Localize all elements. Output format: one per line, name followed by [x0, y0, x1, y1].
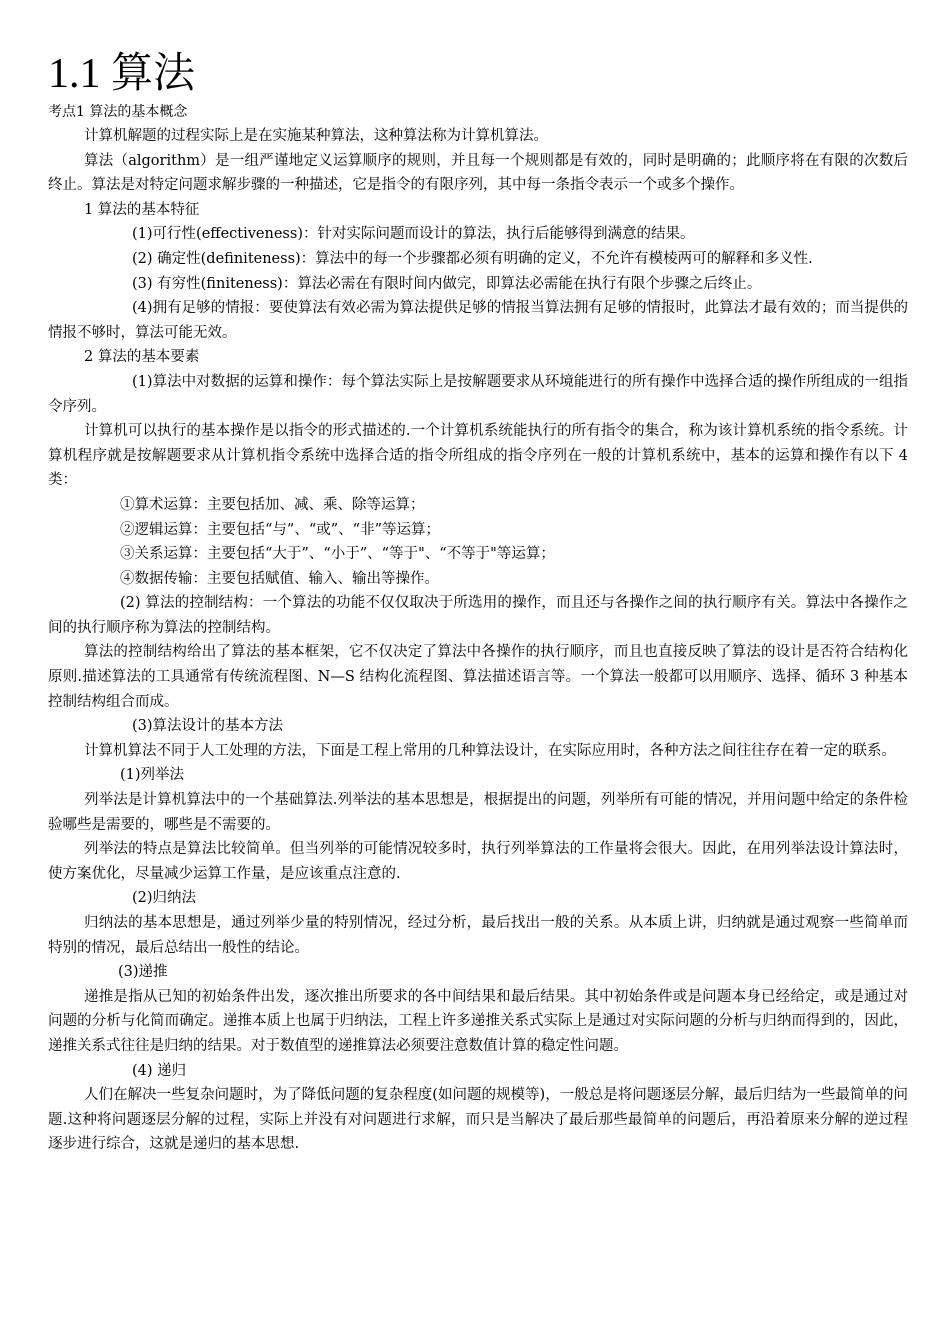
paragraph: ③关系运算：主要包括“大于”、“小于”、“等于"、“不等于"等运算；	[120, 546, 555, 563]
paragraph: 递推是指从已知的初始条件出发，逐次推出所要求的各中间结果和最后结果。其中初始条件或是问题本身已经给定，或是通过对问题的分析与化简而确定。递推本质上也属于归纳法，工程上许多递推关系式实际上是通过对实际问题的分析与归纳而得到的，因此，递推关系式往往是归纳的结果。对于数值型的递推算法必须要注意数值计算的稳定性问题。	[48, 988, 908, 1054]
paragraph: 归纳法的基本思想是，通过列举少量的特别情况，经过分析，最后找出一般的关系。从本质上讲，归纳就是通过观察一些简单而特别的情况，最后总结出一般性的结论。	[48, 915, 908, 956]
paragraph: 计算机解题的过程实际上是在实施某种算法，这种算法称为计算机算法。	[84, 128, 548, 144]
paragraph: 计算机算法不同于人工处理的方法，下面是工程上常用的几种算法设计，在实际应用时，各种方法之间往往存在着一定的联系。	[84, 742, 896, 759]
paragraph: 计算机可以执行的基本操作是以指令的形式描述的.一个计算机系统能执行的所有指令的集合，称为该计算机系统的指令系统。计算机程序就是按解题要求从计算机指令系统中选择合适的指令所组成的指令序列在一般的计算机系统中，基本的运算和操作有以下 4 类：	[48, 423, 908, 489]
paragraph: (3) 有穷性(finiteness)：算法必需在有限时间内做完，即算法必需能在执行有限个步骤之后终止。	[132, 275, 762, 292]
paragraph: (3)算法设计的基本方法	[132, 718, 284, 735]
page-title: 1.1 算法	[48, 51, 196, 97]
paragraph: 1 算法的基本特征	[84, 201, 200, 218]
paragraph: (4) 递归	[132, 1062, 187, 1079]
paragraph: ④数据传输：主要包括赋值、输入、输出等操作。	[120, 570, 439, 587]
paragraph: (3)递推	[118, 964, 168, 981]
paragraph: 算法的控制结构给出了算法的基本框架，它不仅决定了算法中各操作的执行顺序，而且也直接反映了算法的设计是否符合结构化原则.描述算法的工具通常有传统流程图、N—S 结构化流程图、算法描述语言等。一个算法一般都可以用顺序、选择、循环 3 种基本控制结构组合而成。	[48, 644, 908, 710]
paragraph: 算法（algorithm）是一组严谨地定义运算顺序的规则，并且每一个规则都是有效的，同时是明确的；此顺序将在有限的次数后终止。算法是对特定问题求解步骤的一种描述，它是指令的有限序列，其中每一条指令表示一个或多个操作。	[48, 152, 908, 194]
paragraph: (4)拥有足够的情报：要使算法有效必需为算法提供足够的情报当算法拥有足够的情报时，此算法才最有效的；而当提供的情报不够时，算法可能无效。	[48, 300, 908, 341]
paragraph: 列举法是计算机算法中的一个基础算法.列举法的基本思想是，根据提出的问题，列举所有可能的情况，并用问题中给定的条件检验哪些是需要的，哪些是不需要的。	[48, 792, 908, 833]
paragraph: ②逻辑运算：主要包括“与”、“或”、“非”等运算；	[120, 521, 440, 538]
paragraph: (2)归纳法	[132, 890, 197, 907]
paragraph: 列举法的特点是算法比较简单。但当列举的可能情况较多时，执行列举算法的工作量将会很大。因此，在用列举法设计算法时，使方案优化，尽量减少运算工作量，是应该重点注意的.	[48, 841, 908, 882]
paragraph: (1)可行性(effectiveness)：针对实际问题而设计的算法，执行后能够得到满意的结果。	[132, 226, 695, 243]
paragraph: (2) 确定性(definiteness)：算法中的每一个步骤都必须有明确的定义，不允许有模棱两可的解释和多义性.	[132, 250, 813, 267]
paragraph: 人们在解决一些复杂问题时，为了降低问题的复杂程度(如问题的规模等)，一般总是将问题逐层分解，最后归结为一些最简单的问题.这种将问题逐层分解的过程，实际上并没有对问题进行求解，而只是当解决了最后那些最简单的问题后，再沿着原来分解的逆过程逐步进行综合，这就是递归的基本思想.	[48, 1087, 908, 1153]
document-body	[48, 124, 908, 1157]
paragraph: ①算术运算：主要包括加、减、乘、除等运算；	[120, 496, 425, 513]
paragraph: (2) 算法的控制结构：一个算法的功能不仅仅取决于所选用的操作，而且还与各操作之间的执行顺序有关。算法中各操作之间的执行顺序称为算法的控制结构。	[48, 595, 908, 636]
paragraph: (1)列举法	[120, 767, 185, 784]
section-heading: 考点1 算法的基本概念	[48, 104, 188, 120]
paragraph: (1)算法中对数据的运算和操作：每个算法实际上是按解题要求从环境能进行的所有操作中选择合适的操作所组成的一组指令序列。	[48, 373, 908, 415]
paragraph: 2 算法的基本要素	[84, 349, 200, 366]
